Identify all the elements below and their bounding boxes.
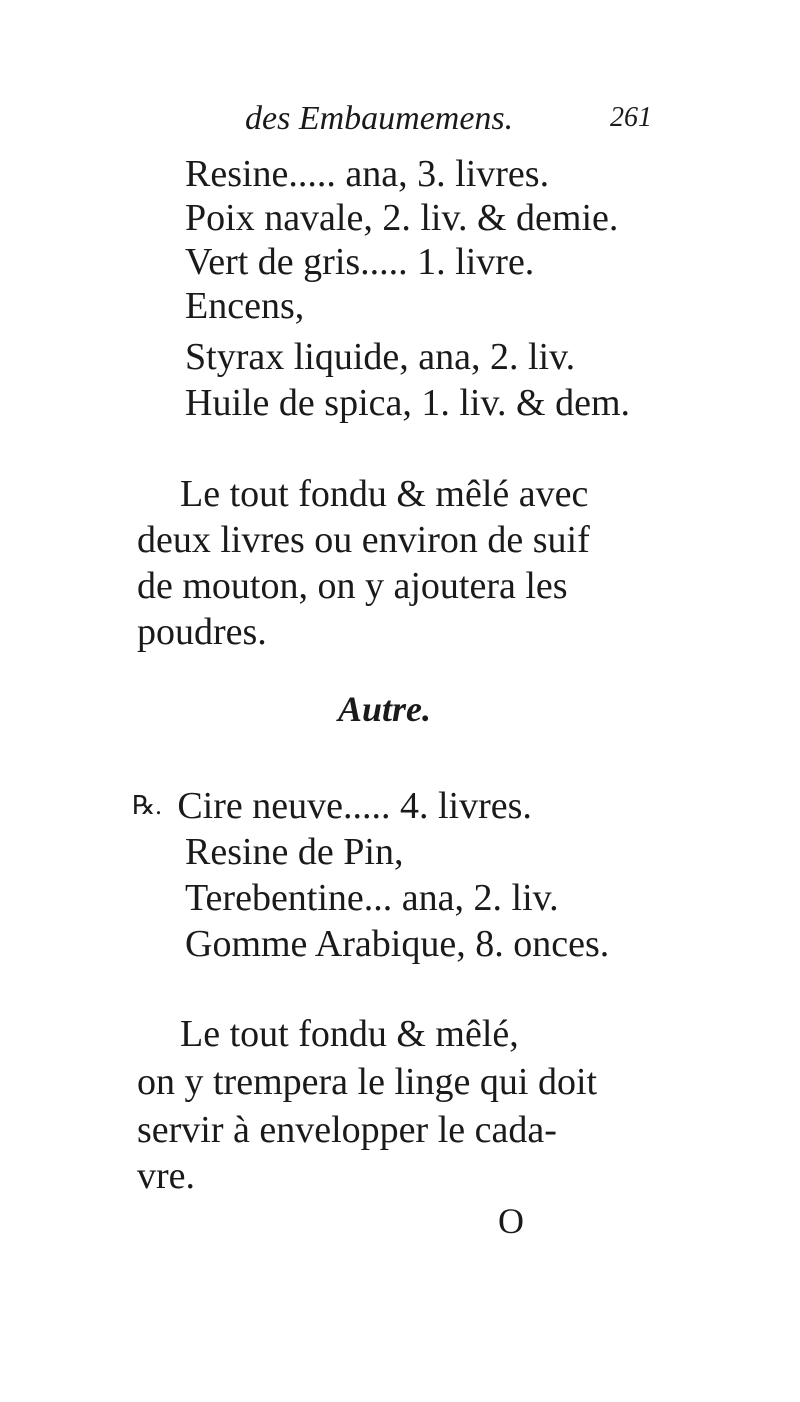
recipe-line: Cire neuve..... 4. livres. [177, 785, 532, 827]
paragraph-line: on y trempera le linge qui doit [137, 1061, 598, 1103]
recipe-line: Poix navale, 2. liv. & demie. [185, 197, 619, 239]
running-title: des Embaumemens. [245, 100, 514, 137]
recipe-line: Vert de gris..... 1. livre. [185, 241, 535, 283]
paragraph-line: poudres. [137, 611, 267, 653]
recipe-line: Resine de Pin, [185, 831, 404, 873]
recipe-line-first [132, 784, 532, 832]
signature-mark: O [498, 1201, 524, 1241]
recipe-line: Gomme Arabique, 8. onces. [185, 923, 610, 965]
recipe-line: Styrax liquide, ana, 2. liv. [185, 336, 576, 378]
running-header [245, 100, 652, 138]
recipe-line: Resine..... ana, 3. livres. [185, 153, 550, 195]
recipe-symbol: ℞. [132, 791, 162, 820]
paragraph-line: deux livres ou environ de suif [137, 519, 590, 561]
recipe-line: Huile de spica, 1. liv. & dem. [185, 382, 630, 424]
page-number: 261 [610, 102, 652, 133]
paragraph-line: vre. [137, 1155, 196, 1197]
recipe-line: Encens, [185, 285, 305, 327]
paragraph-line: de mouton, on y ajoutera les [137, 565, 568, 607]
section-title: Autre. [338, 689, 432, 729]
recipe-line: Terebentine... ana, 2. liv. [185, 877, 559, 919]
paragraph-line: servir à envelopper le cada- [137, 1109, 557, 1151]
paragraph-line: Le tout fondu & mêlé avec [180, 473, 589, 515]
paragraph-line: Le tout fondu & mêlé, [180, 1013, 519, 1055]
